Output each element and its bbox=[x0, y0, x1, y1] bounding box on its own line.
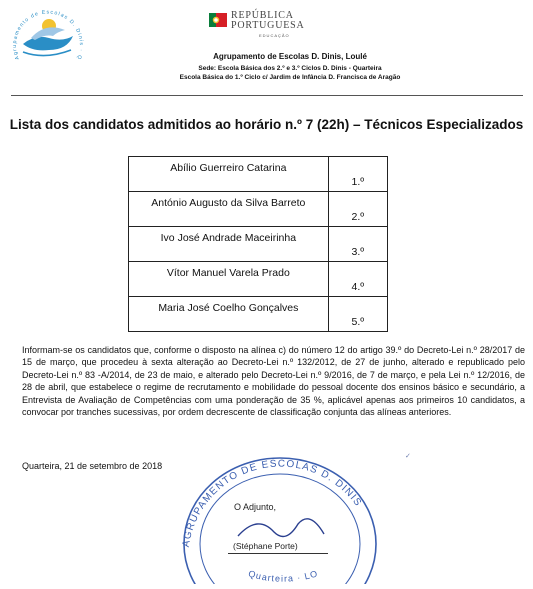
table-row bbox=[129, 192, 388, 227]
signatory-name: (Stéphane Porte) bbox=[233, 541, 298, 551]
official-stamp bbox=[178, 444, 383, 584]
candidate-position: 1.º bbox=[328, 157, 387, 192]
school-logo-arc-text: Agrupamento de Escolas D. Dinis · Q bbox=[11, 9, 85, 61]
header-school-seat: Sede: Escola Básica dos 2.º e 3.º Ciclos D. Dinis - Quarteira bbox=[198, 65, 382, 72]
stamp-text-bottom: Quarteira · LO bbox=[247, 568, 320, 584]
table-row bbox=[129, 262, 388, 297]
handwritten-signature bbox=[238, 519, 324, 537]
table-row bbox=[129, 297, 388, 332]
republica-portuguesa-text bbox=[231, 11, 305, 31]
pen-mark-icon: ✓ bbox=[405, 453, 411, 460]
candidate-position: 5.º bbox=[328, 297, 387, 332]
republica-text-line1: REPÚBLICA bbox=[231, 10, 294, 21]
candidate-name: António Augusto da Silva Barreto bbox=[129, 192, 329, 227]
stamp-seal bbox=[178, 444, 383, 584]
republica-text-line2: PORTUGUESA bbox=[231, 20, 305, 31]
republica-subtext: EDUCAÇÃO bbox=[259, 33, 290, 38]
flag-icon bbox=[209, 13, 227, 27]
candidate-position: 3.º bbox=[328, 227, 387, 262]
candidate-position: 2.º bbox=[328, 192, 387, 227]
candidate-name: Vítor Manuel Varela Prado bbox=[129, 262, 329, 297]
candidates-table bbox=[128, 156, 388, 332]
candidate-name: Maria José Coelho Gonçalves bbox=[129, 297, 329, 332]
signatory-role: O Adjunto, bbox=[234, 502, 277, 512]
school-logo bbox=[5, 4, 91, 82]
header-divider bbox=[11, 95, 523, 96]
school-logo-emblem bbox=[5, 4, 91, 82]
date-line: Quarteira, 21 de setembro de 2018 bbox=[22, 461, 163, 471]
table-row bbox=[129, 227, 388, 262]
information-paragraph: Informam-se os candidatos que, conforme o disposto na alínea c) do número 12 do artigo 39.º do Decreto-Lei n.º 28/2017 de 15 de março, que procedeu à sexta alteração ao Decreto-Lei n.º 132/2012, de 27 de junho, alterado e republicado pelo Decreto-Lei n.º 83 -A/2014, de 23 de maio, e alterado pelo Decreto-Lei n.º 9/2016, de 7 de março, e pela Lei n.º 12/2016, de 28 de abril, que estabelece o regime de recrutamento e mobilidade do pessoal docente dos ensinos básico e secundário, a Entrevista de Avaliação de Competências com uma ponderação de 35 %, aplicável apenas aos primeiros 10 candidatos, a convocar por tranches sucessivas, por ordem decrescente de classificação conjunta das alíneas anteriores. bbox=[22, 345, 525, 418]
document-title: Lista dos candidatos admitidos ao horário n.º 7 (22h) – Técnicos Especializados bbox=[9, 117, 524, 132]
candidate-name: Abílio Guerreiro Catarina bbox=[129, 157, 329, 192]
header-school-basic: Escola Básica do 1.º Ciclo c/ Jardim de Infância D. Francisca de Aragão bbox=[179, 74, 401, 81]
candidate-name: Ivo José Andrade Maceirinha bbox=[129, 227, 329, 262]
candidate-position: 4.º bbox=[328, 262, 387, 297]
stamp-text-top: AGRUPAMENTO DE ESCOLAS D. DINIS bbox=[180, 458, 364, 548]
republica-portuguesa-logo bbox=[209, 11, 329, 41]
header-school-name: Agrupamento de Escolas D. Dinis, Loulé bbox=[213, 52, 367, 61]
table-row bbox=[129, 157, 388, 192]
signature-line bbox=[228, 553, 328, 554]
